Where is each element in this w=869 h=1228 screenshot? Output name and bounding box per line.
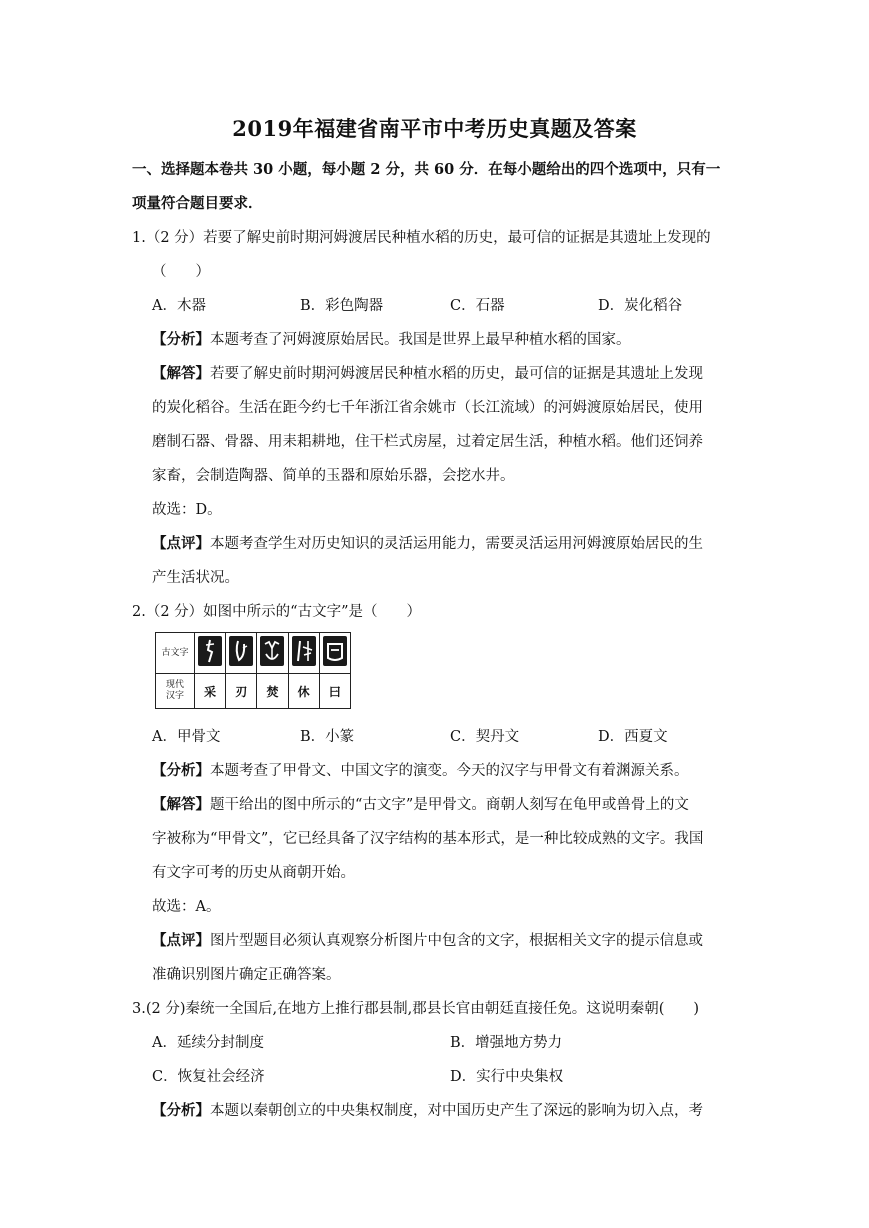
q2-comment-line-1 xyxy=(152,931,703,951)
q2-option-b: B．小篆 xyxy=(300,729,355,745)
q3-option-d: D．实行中央集权 xyxy=(450,1069,564,1085)
q1-answer-line-3: 磨制石器、骨器、用耒耜耕地，住干栏式房屋，过着定居生活，种植水稻。他们还饲养 xyxy=(152,434,703,450)
q3-option-b: B．增强地方势力 xyxy=(450,1035,563,1051)
answer-text: 题干给出的图中所示的“古文字”是甲骨文。商朝人刻写在龟甲或兽骨上的文 xyxy=(210,797,689,813)
analysis-tag: 【分析】 xyxy=(152,762,210,779)
analysis-text: 本题以秦朝创立的中央集权制度，对中国历史产生了深远的影响为切入点，考 xyxy=(210,1103,703,1119)
modern-header-line-2: 汉字 xyxy=(165,691,184,701)
ancient-script-header: 古文字 xyxy=(156,633,195,674)
page-title: 2019年福建省南平市中考历史真题及答案 xyxy=(232,116,637,141)
oracle-glyph-icon xyxy=(198,636,222,666)
comment-text: 图片型题目必须认真观察分析图片中包含的文字，根据相关文字的提示信息或 xyxy=(210,933,703,949)
q2-option-a: A．甲骨文 xyxy=(152,729,221,745)
ancient-glyph-1 xyxy=(195,633,226,674)
ancient-glyph-2 xyxy=(226,633,257,674)
answer-text: 若要了解史前时期河姆渡居民种植水稻的历史，最可信的证据是其遗址上发现 xyxy=(210,366,703,382)
q1-option-d: D．炭化稻谷 xyxy=(598,298,683,314)
q2-option-d: D．西夏文 xyxy=(598,729,668,745)
q2-analysis xyxy=(152,761,689,781)
modern-char-2: 刃 xyxy=(226,674,257,709)
q3-option-c: C．恢复社会经济 xyxy=(152,1069,265,1085)
q3-option-a: A．延续分封制度 xyxy=(152,1035,264,1051)
q3-analysis xyxy=(152,1101,703,1121)
q2-stem: 2.（2 分）如图中所示的“古文字”是（ ） xyxy=(132,604,421,620)
ancient-glyph-3 xyxy=(257,633,288,674)
section-heading-line-1: 一、选择题本卷共 30 小题，每小题 2 分，共 60 分．在每小题给出的四个选项中，只有一 xyxy=(132,161,721,178)
oracle-glyph-icon xyxy=(323,636,347,666)
q1-analysis xyxy=(152,330,631,350)
q1-comment-line-1 xyxy=(152,534,703,554)
q1-option-b: B．彩色陶器 xyxy=(300,298,384,314)
oracle-glyph-icon xyxy=(292,636,316,666)
oracle-glyph-icon xyxy=(229,636,253,666)
answer-tag: 【解答】 xyxy=(152,796,210,813)
ancient-glyph-5 xyxy=(319,633,350,674)
modern-header-line-1: 现代 xyxy=(165,680,184,690)
comment-text: 本题考查学生对历史知识的灵活运用能力，需要灵活运用河姆渡原始居民的生 xyxy=(210,536,703,552)
q1-answer-line-2: 的炭化稻谷。生活在距今约七千年浙江省余姚市（长江流域）的河姆渡原始居民，使用 xyxy=(152,400,703,416)
section-heading-line-2: 项量符合题目要求． xyxy=(132,195,263,212)
q2-comment-line-2: 准确识别图片确定正确答案。 xyxy=(152,967,341,983)
modern-char-3: 焚 xyxy=(257,674,288,709)
oracle-glyph-icon xyxy=(260,636,284,666)
q3-stem: 3.(2 分)秦统一全国后,在地方上推行郡县制,郡县长官由朝廷直接任免。这说明秦朝( ) xyxy=(132,1001,700,1017)
q1-stem-line-2: （ ） xyxy=(152,264,210,280)
answer-tag: 【解答】 xyxy=(152,365,210,382)
q2-answer-line-1 xyxy=(152,795,689,815)
q1-stem-line-1: 1.（2 分）若要了解史前时期河姆渡居民种植水稻的历史，最可信的证据是其遗址上发现的 xyxy=(132,230,711,246)
modern-script-header xyxy=(156,674,195,709)
analysis-text: 本题考查了甲骨文、中国文字的演变。今天的汉字与甲骨文有着渊源关系。 xyxy=(210,763,689,779)
q1-answer-line-4: 家畜，会制造陶器、简单的玉器和原始乐器，会挖水井。 xyxy=(152,468,515,484)
modern-char-4: 休 xyxy=(288,674,319,709)
analysis-text: 本题考查了河姆渡原始居民。我国是世界上最早种植水稻的国家。 xyxy=(210,332,631,348)
modern-char-1: 采 xyxy=(195,674,226,709)
q1-comment-line-2: 产生活状况。 xyxy=(152,570,239,586)
q1-choice: 故选：D。 xyxy=(152,502,222,518)
q2-answer-line-3: 有文字可考的历史从商朝开始。 xyxy=(152,865,355,881)
q2-choice: 故选：A。 xyxy=(152,899,221,915)
comment-tag: 【点评】 xyxy=(152,535,210,552)
q2-answer-line-2: 字被称为“甲骨文”，它已经具备了汉字结构的基本形式，是一种比较成熟的文字。我国 xyxy=(152,831,704,847)
ancient-glyph-4 xyxy=(288,633,319,674)
q2-option-c: C．契丹文 xyxy=(450,729,520,745)
analysis-tag: 【分析】 xyxy=(152,1102,210,1119)
comment-tag: 【点评】 xyxy=(152,932,210,949)
analysis-tag: 【分析】 xyxy=(152,331,210,348)
q1-option-a: A．木器 xyxy=(152,298,206,314)
modern-char-5: 曰 xyxy=(319,674,350,709)
q1-answer-line-1 xyxy=(152,364,703,384)
ancient-script-table xyxy=(155,632,351,709)
q1-option-c: C．石器 xyxy=(450,298,505,314)
